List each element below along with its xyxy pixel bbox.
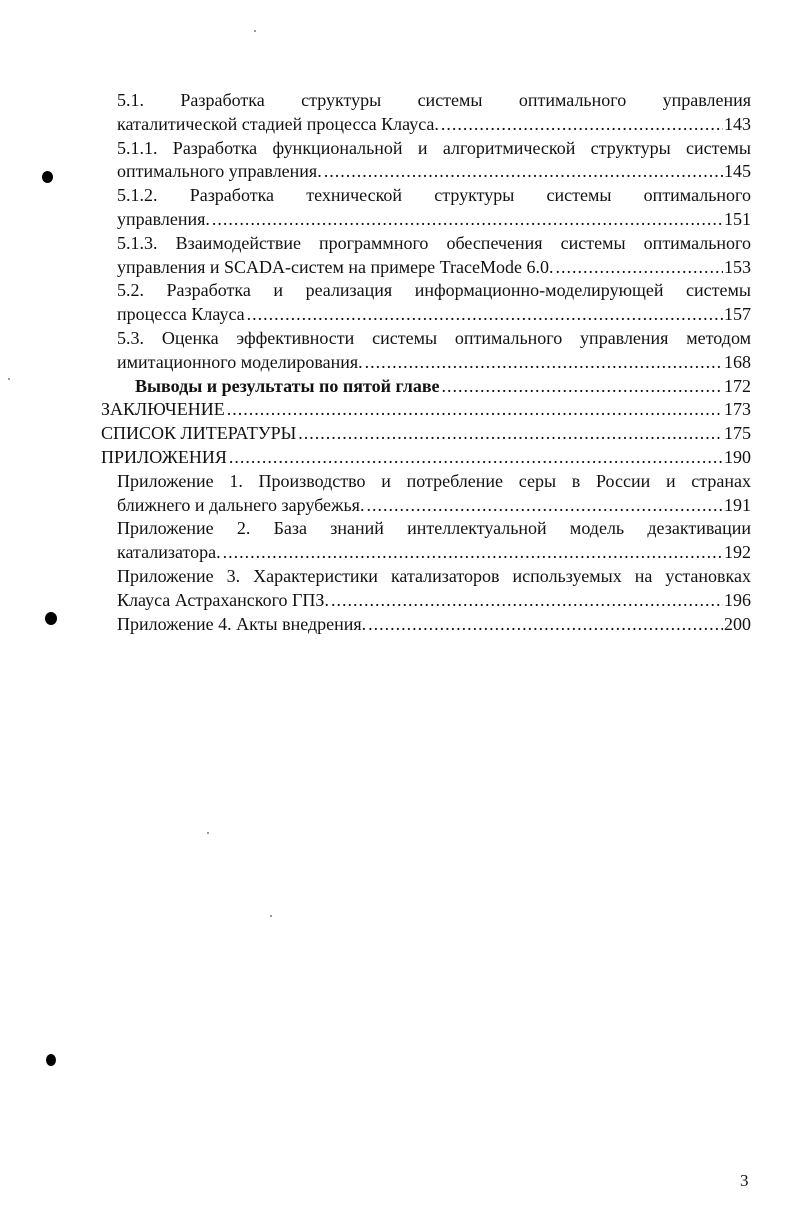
toc-entry-line [117,279,751,303]
toc-entry-text: управления. [117,208,210,229]
toc-entry-text: 5.1.3. Взаимодействие программного обеспечения системы оптимального [117,232,751,253]
toc-page-number: 190 [724,446,751,467]
toc-entry-line [117,565,751,589]
toc-page-number: 143 [724,113,751,134]
toc-page-number: 157 [724,304,751,325]
toc-entry [0,470,799,518]
toc-entry [0,398,799,422]
toc-entry-text: Приложение 2. База знаний интеллектуальной модель дезактивации [117,518,751,539]
scan-speck [254,30,256,32]
toc-entry-text: Клауса Астраханского ГПЗ. [117,589,329,610]
toc-entry-line-last [101,398,751,422]
toc-leader-dots [298,422,723,446]
toc-entry-text: 5.1.2. Разработка технической структуры системы оптимального [117,185,751,206]
toc-entry-line-last [117,256,751,280]
toc-entry-text: СПИСОК ЛИТЕРАТУРЫ [101,423,297,444]
toc-entry-text: 5.2. Разработка и реализация информационно-моделирующей системы [117,280,751,301]
toc-entry [0,565,799,613]
toc-entry-line [117,327,751,351]
toc-entry [0,327,799,375]
toc-entry-line-last [117,494,751,518]
toc-entry-text: имитационного моделирования. [117,351,363,372]
toc-entry [0,232,799,280]
toc-entry-line-last [117,303,751,327]
toc-entry-line-last [117,208,751,232]
punch-hole-mark [42,171,53,183]
toc-entry [0,613,799,637]
toc-leader-dots [368,613,723,637]
toc-leader-dots [212,208,723,232]
toc-entry-line-last [135,375,751,399]
toc-page-number: 196 [724,589,751,610]
toc-entry-text: 5.3. Оценка эффективности системы оптимального управления методом [117,327,751,348]
toc-page-number: 200 [724,613,751,634]
scan-speck [8,378,10,380]
toc-leader-dots [227,398,723,422]
toc-page-number: 153 [724,256,751,277]
toc-entry-line-last [117,541,751,565]
toc-leader-dots [223,541,723,565]
toc-page-number: 145 [724,161,751,182]
toc-entry [0,517,799,565]
toc-entry [0,446,799,470]
toc-entry-line-last [101,422,751,446]
table-of-contents [0,89,799,636]
toc-leader-dots [324,160,723,184]
toc-entry-line [117,184,751,208]
punch-hole-mark [45,612,57,625]
toc-page-number: 151 [724,208,751,229]
toc-entry-text: управления и SCADA-систем на примере TraceMode 6.0. [117,256,554,277]
toc-entry-line [117,137,751,161]
toc-entry-text: Приложение 3. Характеристики катализаторов используемых на установках [117,565,751,586]
toc-entry-line-last [117,351,751,375]
toc-entry-text: Приложение 1. Производство и потребление серы в России и странах [117,470,751,491]
toc-entry-text: 5.1. Разработка структуры системы оптимального управления [117,90,751,110]
toc-entry-line-last [101,446,751,470]
toc-entry-text: Выводы и результаты по пятой главе [135,375,440,396]
toc-entry-line-last [117,160,751,184]
toc-entry-line [117,517,751,541]
toc-entry-text: каталитической стадией процесса Клауса. [117,113,439,134]
scan-speck [207,832,209,834]
toc-leader-dots [366,494,723,518]
toc-entry-text: ЗАКЛЮЧЕНИЕ [101,399,225,420]
punch-hole-mark [46,1054,56,1066]
toc-entry [0,422,799,446]
toc-leader-dots [247,303,723,327]
toc-leader-dots [331,589,723,613]
toc-entry [0,184,799,232]
toc-entry-line [117,232,751,256]
toc-entry [0,375,799,399]
toc-entry-text: ПРИЛОЖЕНИЯ [101,446,227,467]
scan-speck [270,915,272,917]
toc-entry-line [117,470,751,494]
toc-entry [0,89,799,137]
toc-entry-line-last [117,613,751,637]
toc-entry-line [117,89,751,113]
toc-leader-dots [442,375,723,399]
toc-leader-dots [441,113,723,137]
toc-page-number: 172 [724,375,751,396]
toc-entry-text: оптимального управления. [117,161,322,182]
toc-entry [0,279,799,327]
toc-entry-text: 5.1.1. Разработка функциональной и алгоритмической структуры системы [117,137,751,158]
toc-page-number: 173 [724,399,751,420]
toc-entry-line-last [117,113,751,137]
toc-page-number: 175 [724,423,751,444]
toc-entry-text: ближнего и дальнего зарубежья. [117,494,365,515]
toc-leader-dots [555,256,723,280]
page-number: 3 [740,1171,749,1190]
toc-entry-text: процесса Клауса [117,304,245,325]
toc-page-number: 191 [724,494,751,515]
toc-entry-text: Приложение 4. Акты внедрения. [117,613,367,634]
toc-leader-dots [365,351,723,375]
toc-entry [0,137,799,185]
toc-page-number: 168 [724,351,751,372]
toc-leader-dots [229,446,723,470]
toc-page-number: 192 [724,542,751,563]
toc-entry-text: катализатора. [117,542,221,563]
toc-entry-line-last [117,589,751,613]
